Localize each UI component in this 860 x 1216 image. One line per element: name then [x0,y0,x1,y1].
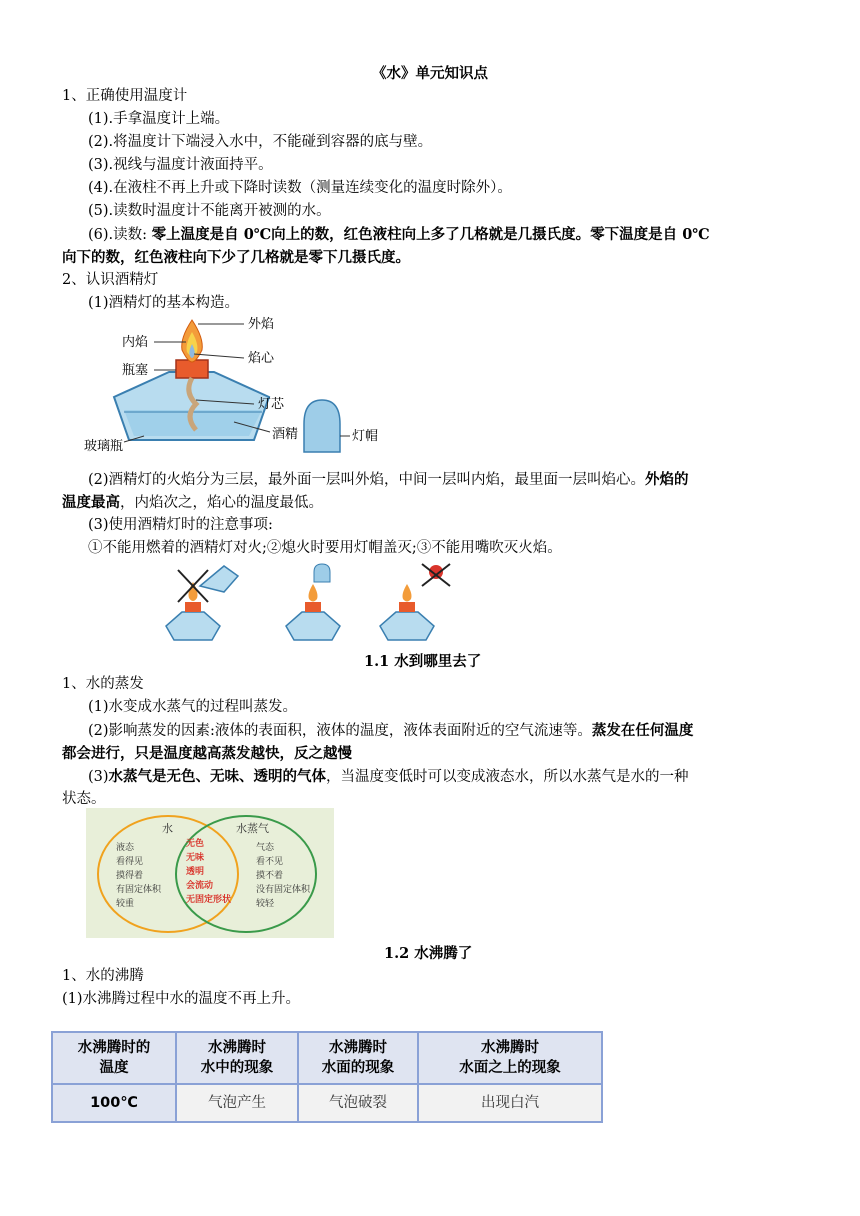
label-inner-flame: 内焰 [122,335,149,350]
lamp-structure-text: (1)酒精灯的基本构造。 [88,295,240,311]
boiling-table [51,1031,603,1123]
label-alcohol: 酒精 [272,427,299,442]
lamp-flame-text-c: 温度最高 [62,494,120,511]
section-1-2-title: 1.2 水沸腾了 [384,945,473,962]
boiling-table-row [52,1084,602,1122]
boiling-table-cell: 100℃ [52,1084,176,1122]
evaporation-heading: 1、水的蒸发 [62,676,144,692]
vapor-description-cont: 状态。 [62,791,106,807]
lamp-flame-text [88,468,689,492]
lamp-illustration-2 [286,564,340,640]
header-line: 水面的现象 [321,1060,395,1076]
venn-common-item: 透明 [186,867,205,877]
lamp-notes-items: ①不能用燃着的酒精灯对火;②熄火时要用灯帽盖灭;③不能用嘴吹灭火焰。 [88,540,562,556]
venn-common-item: 无色 [186,839,205,849]
header-line: 水沸腾时 [208,1040,266,1056]
label-cap: 灯帽 [352,429,379,444]
evaporation-factors-b: 蒸发在任何温度 [591,722,694,739]
label-stopper: 瓶塞 [122,363,149,378]
water-vapor-venn-diagram [86,808,334,938]
label-glass-bottle: 玻璃瓶 [84,439,124,454]
thermometer-step-1: (1).手拿温度计上端。 [88,111,230,127]
boiling-table-header [176,1032,298,1084]
lamp-flame-text-b: 外焰的 [645,471,689,488]
step-6-bold: 零上温度是自 0℃向上的数，红色液柱向上多了几格就是几摄氏度。零下温度是自 0℃ [151,226,710,243]
boiling-table-header [298,1032,418,1084]
thermometer-step-4: (4).在液柱不再上升或下降时读数（测量连续变化的温度时除外）。 [88,180,512,196]
venn-water-item: 液态 [116,843,135,853]
boiling-table-header-row [52,1032,602,1084]
header-line: 水中的现象 [200,1060,274,1076]
venn-water-item: 看得见 [116,857,144,867]
vapor-bold: 水蒸气是无色、无味、透明的气体 [108,768,327,785]
vapor-prefix: (3) [88,769,109,785]
lamp-flame-text-cont [62,491,323,515]
venn-water-item: 有固定体积 [116,885,162,895]
evaporation-factors-cont: 都会进行，只是温度越高蒸发越快，反之越慢 [62,745,352,762]
lamp-heading: 2、认识酒精灯 [62,272,159,288]
lamp-stopper-shape [176,360,208,378]
venn-vapor-item: 摸不着 [256,871,284,881]
lamp-flame-text-a: (2)酒精灯的火焰分为三层，最外面一层叫外焰，中间一层叫内焰，最里面一层叫焰心。 [88,472,646,488]
header-line: 水面之上的现象 [459,1060,561,1076]
venn-water-title: 水 [162,822,173,835]
venn-common-item: 无固定形状 [186,895,232,905]
label-flame-core: 焰心 [248,351,275,366]
boiling-table-cell: 气泡破裂 [298,1084,418,1122]
alcohol-lamp-diagram [84,312,404,462]
header-line: 水沸腾时的 [77,1040,151,1056]
thermometer-step-2: (2).将温度计下端浸入水中，不能碰到容器的底与壁。 [88,134,433,150]
pointer-core [194,354,244,358]
venn-vapor-item: 没有固定体积 [256,885,311,895]
page-title: 《水》单元知识点 [372,65,488,82]
section-1-1-title: 1.1 水到哪里去了 [364,653,482,670]
boiling-statement: (1)水沸腾过程中水的温度不再上升。 [62,991,301,1007]
label-wick: 灯芯 [258,397,285,412]
header-line: 温度 [99,1060,129,1076]
lamp-notes-heading: (3)使用酒精灯时的注意事项: [88,517,273,533]
step-6-prefix: (6).读数: [88,227,152,243]
lamp-cap-shape [304,400,340,452]
thermometer-heading: 1、正确使用温度计 [62,88,188,104]
thermometer-step-5: (5).读数时温度计不能离开被测的水。 [88,203,331,219]
thermometer-step-6 [88,223,710,247]
label-outer-flame: 外焰 [248,317,275,332]
header-line: 水沸腾时 [329,1040,387,1056]
thermometer-step-6-cont: 向下的数，红色液柱向下少了几格就是零下几摄氏度。 [62,249,410,266]
boiling-table-header [418,1032,602,1084]
venn-vapor-title: 水蒸气 [236,822,269,835]
venn-common-item: 会流动 [186,881,214,891]
lamp-flame-text-d: ，内焰次之，焰心的温度最低。 [120,495,323,511]
boiling-table-cell: 气泡产生 [176,1084,298,1122]
evaporation-definition: (1)水变成水蒸气的过程叫蒸发。 [88,699,298,715]
lamp-illustration-1 [166,566,238,640]
venn-vapor-item: 看不见 [256,857,284,867]
boiling-heading: 1、水的沸腾 [62,968,144,984]
vapor-rest: ，当温度变低时可以变成液态水，所以水蒸气是水的一种 [326,769,689,785]
boiling-table-header [52,1032,176,1084]
vapor-description [88,765,689,789]
evaporation-factors [88,719,693,743]
thermometer-step-3: (3).视线与温度计液面持平。 [88,157,273,173]
venn-common-item: 无味 [186,853,205,863]
header-line: 水沸腾时 [481,1040,539,1056]
boiling-table-cell: 出现白汽 [418,1084,602,1122]
lamp-safety-illustrations [160,562,460,644]
lamp-illustration-3 [380,564,450,640]
evaporation-factors-a: (2)影响蒸发的因素:液体的表面积，液体的温度，液体表面附近的空气流速等。 [88,723,592,739]
venn-water-item: 较重 [116,899,135,909]
venn-vapor-item: 较轻 [256,899,275,909]
venn-water-item: 摸得着 [116,871,144,881]
venn-vapor-item: 气态 [256,843,275,853]
